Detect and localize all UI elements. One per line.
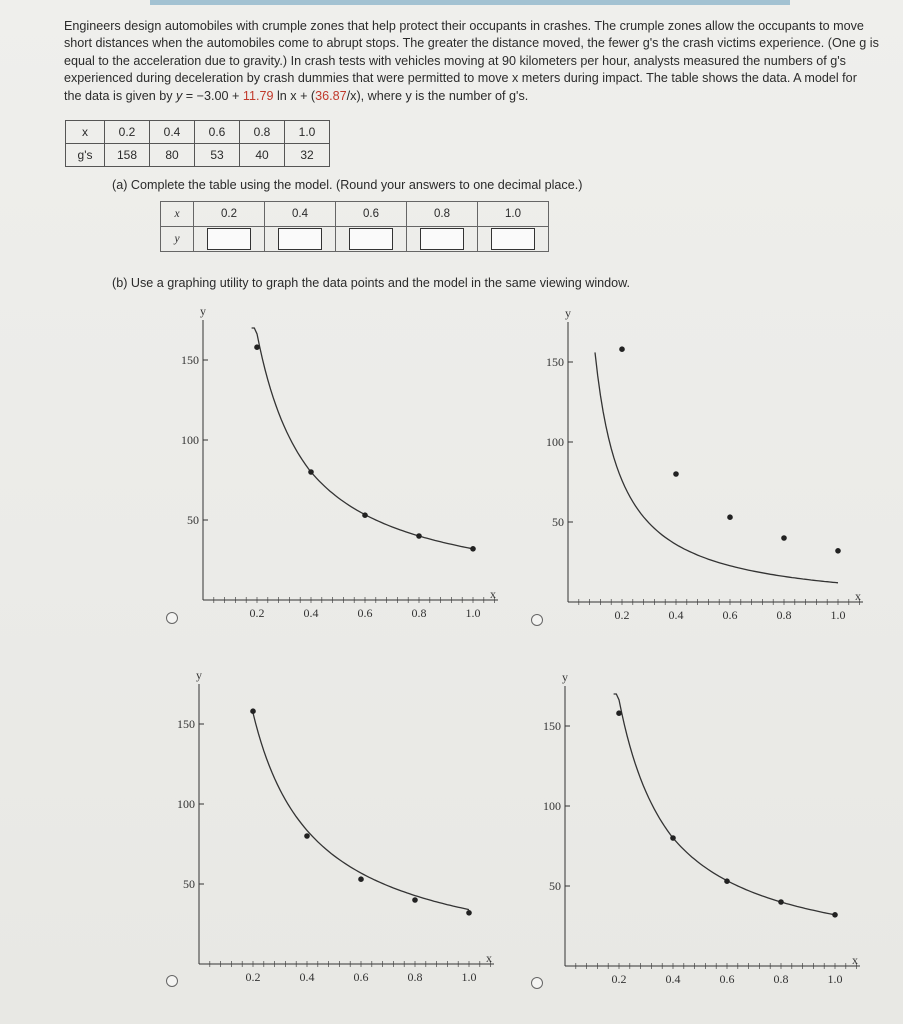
part-a-prompt: (a) Complete the table using the model. (Round your answers to one decimal place.): [112, 178, 583, 192]
answer-x-cell: 1.0: [478, 202, 549, 227]
answer-y-header: y: [161, 227, 194, 252]
coef-ln: 11.79: [242, 88, 274, 103]
y-tick-label: 100: [543, 799, 561, 813]
data-point: [254, 344, 260, 350]
x-tick-label: 0.2: [245, 970, 261, 984]
answer-x-cell: 0.8: [407, 202, 478, 227]
g-cell: 158: [105, 144, 150, 167]
x-tick-label: 0.8: [411, 606, 427, 620]
problem-line: short distances when the automobiles come to abrupt stops. The greater the distance moved, the fewer g's the crash victims experience. (One g is: [64, 36, 879, 51]
data-point: [670, 835, 676, 841]
answer-x-cell: 0.2: [194, 202, 265, 227]
problem-line: experienced during deceleration by crash dummies that were permitted to move x meters during impact. The table shows the data. A model for: [64, 71, 857, 86]
data-point: [412, 897, 418, 903]
y-tick-label: 50: [187, 513, 199, 527]
data-point: [358, 876, 364, 882]
data-point: [250, 708, 256, 714]
x-tick-label: 0.8: [407, 970, 423, 984]
x-tick-label: 0.4: [299, 970, 315, 984]
data-point: [781, 535, 787, 541]
y-axis-label: y: [200, 304, 206, 318]
data-point: [673, 471, 679, 477]
data-point: [724, 878, 730, 884]
answer-x-cell: 0.4: [265, 202, 336, 227]
g-cell: 32: [285, 144, 330, 167]
data-point: [832, 912, 838, 918]
g-cell: 40: [240, 144, 285, 167]
x-tick-label: 0.2: [249, 606, 265, 620]
x-tick-label: 0.8: [776, 608, 792, 622]
x-axis-label: x: [486, 951, 492, 965]
data-point: [470, 546, 476, 552]
data-point: [616, 710, 622, 716]
x-tick-label: 0.8: [773, 972, 789, 986]
x-tick-label: 0.6: [357, 606, 373, 620]
x-cell: 0.8: [240, 121, 285, 144]
coef-recip: 36.87: [315, 88, 347, 103]
g-header: g's: [66, 144, 105, 167]
x-axis-label: x: [852, 953, 858, 967]
g-cell: 80: [150, 144, 195, 167]
x-tick-label: 0.2: [611, 972, 627, 986]
model-curve: [595, 352, 838, 582]
data-point: [362, 512, 368, 518]
y-tick-label: 50: [183, 877, 195, 891]
part-b-prompt: (b) Use a graphing utility to graph the data points and the model in the same viewing window.: [112, 276, 631, 290]
data-point: [835, 548, 841, 554]
x-header: x: [66, 121, 105, 144]
data-point: [304, 833, 310, 839]
x-tick-label: 1.0: [827, 972, 843, 986]
y-tick-label: 50: [552, 515, 564, 529]
x-tick-label: 0.4: [303, 606, 319, 620]
data-point: [778, 899, 784, 905]
x-tick-label: 1.0: [461, 970, 477, 984]
x-tick-label: 0.2: [614, 608, 630, 622]
data-point: [619, 346, 625, 352]
y-tick-label: 150: [181, 353, 199, 367]
x-tick-label: 0.6: [353, 970, 369, 984]
data-point: [466, 910, 472, 916]
y-tick-label: 150: [543, 719, 561, 733]
x-tick-label: 0.6: [722, 608, 738, 622]
y-tick-label: 150: [177, 717, 195, 731]
x-tick-label: 0.4: [668, 608, 684, 622]
x-cell: 0.4: [150, 121, 195, 144]
y-tick-label: 100: [177, 797, 195, 811]
y-axis-label: y: [562, 670, 568, 684]
data-point: [308, 469, 314, 475]
x-axis-label: x: [490, 587, 496, 601]
y-tick-label: 150: [546, 355, 564, 369]
problem-line: equal to the acceleration due to gravity.) In crash tests with vehicles moving at 90 kilometers per hour, analysts measured the numbers of g's: [64, 53, 846, 68]
y-tick-label: 50: [549, 879, 561, 893]
y-tick-label: 100: [181, 433, 199, 447]
x-tick-label: 1.0: [465, 606, 481, 620]
y-axis-label: y: [565, 306, 571, 320]
x-cell: 0.2: [105, 121, 150, 144]
x-cell: 0.6: [195, 121, 240, 144]
problem-line: Engineers design automobiles with crumple zones that help protect their occupants in crashes. The crumple zones allow the occupants to move: [64, 19, 864, 33]
x-cell: 1.0: [285, 121, 330, 144]
data-point: [416, 533, 422, 539]
y-axis-label: y: [196, 668, 202, 682]
x-tick-label: 1.0: [830, 608, 846, 622]
x-tick-label: 0.6: [719, 972, 735, 986]
x-axis-label: x: [855, 589, 861, 603]
data-point: [727, 514, 733, 520]
g-cell: 53: [195, 144, 240, 167]
y-tick-label: 100: [546, 435, 564, 449]
answer-x-header: x: [161, 202, 194, 227]
x-tick-label: 0.4: [665, 972, 681, 986]
model-line: the data is given by y = −3.00 + 11.79 ln x + (36.87/x), where y is the number of g's.: [64, 88, 529, 103]
answer-x-cell: 0.6: [336, 202, 407, 227]
